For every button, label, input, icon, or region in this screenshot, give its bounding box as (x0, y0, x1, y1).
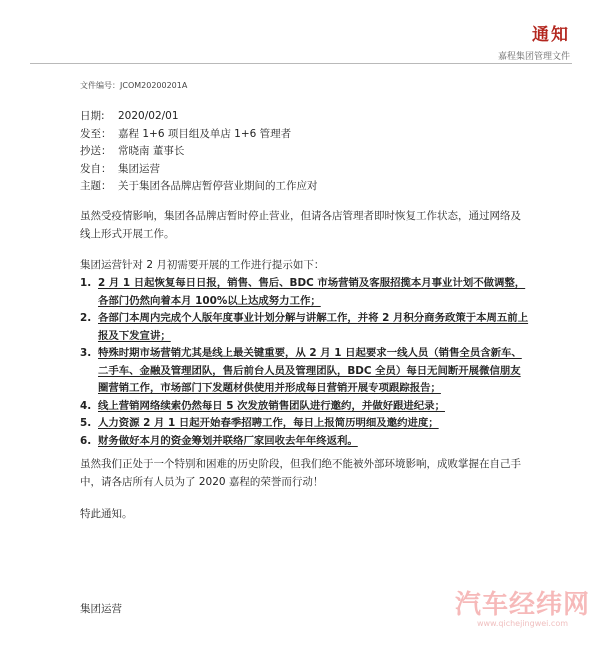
document-subtitle: 嘉程集团管理文件 (497, 52, 570, 62)
list-item (80, 415, 530, 433)
watermark-text: 汽车经纬网 (454, 590, 590, 620)
list-item (80, 433, 530, 451)
item-text: 2 月 1 日起恢复每日日报，销售、售后、BDC 市场营销及客服招揽本月事业计划不做调整，各部门仍然向着本月 100%以上达成努力工作； (98, 277, 526, 307)
item-text: 特殊时期市场营销尤其是线上最关键重要，从 2 月 1 日起要求一线人员（销售全员含新车、二手车、金融及管理团队，售后前台人员及管理团队，BDC 全员）每日无间断开展微信朋友圈营销工作，市场部门下发题材供使用并形成每日营销开展专项跟踪报告； (98, 347, 522, 394)
meta-block (80, 108, 318, 196)
meta-label: 抄送： (80, 145, 112, 157)
meta-value: 嘉程 1+6 项目组及单店 1+6 管理者 (118, 127, 292, 140)
item-text: 各部门本周内完成个人版年度事业计划分解与讲解工作，并将 2 月积分商务政策于本周五前上报及下发宣讲； (98, 312, 529, 342)
item-number: 2. (80, 312, 92, 324)
item-number: 4. (80, 399, 92, 412)
item-number: 1. (80, 277, 92, 289)
item-text: 线上营销网络续索仍然每日 5 次发放销售团队进行邀约，并做好跟进纪录； (98, 399, 445, 412)
meta-label: 日期: (80, 110, 105, 122)
document-title: 通知 (532, 25, 570, 45)
meta-label: 发自： (80, 162, 112, 175)
list-item (80, 398, 530, 416)
meta-to (80, 126, 318, 144)
notice-line: 特此通知。 (80, 508, 133, 520)
watermark-logo (455, 584, 590, 628)
list-item (80, 310, 530, 345)
list-item (80, 275, 530, 310)
meta-label: 发至： (80, 127, 112, 140)
meta-value: 2020/02/01 (118, 110, 179, 122)
meta-value: 集团运营 (118, 162, 160, 175)
signature: 集团运营 (80, 603, 122, 615)
meta-subject (80, 178, 318, 196)
meta-value: 关于集团各品牌店暂停营业期间的工作应对 (118, 180, 318, 192)
meta-date (80, 108, 318, 126)
watermark-url: www.qichejingwei.com (476, 619, 569, 628)
meta-cc (80, 143, 318, 161)
item-number: 3. (80, 347, 92, 359)
item-number: 6. (80, 434, 92, 447)
closing-paragraph: 虽然我们正处于一个特别和困难的历史阶段，但我们绝不能被外部环境影响，成败掌握在自己手中，请各店所有人员为了 2020 嘉程的荣誉而行动！ (80, 458, 521, 488)
item-number: 5. (80, 417, 92, 429)
meta-label: 主题： (80, 180, 112, 192)
document-number: 文件编号：JCOM20200201A (80, 81, 188, 90)
intro-paragraph: 虽然受疫情影响，集团各品牌店暂时停止营业，但请各店管理者即时恢复工作状态，通过网络及线上形式开展工作。 (80, 210, 521, 240)
header-divider (30, 63, 572, 64)
list-item (80, 345, 530, 398)
task-list (80, 275, 530, 450)
list-intro: 集团运营针对 2 月初需要开展的工作进行提示如下： (80, 259, 325, 271)
item-text: 财务做好本月的资金筹划并联络厂家回收去年年终返利。 (98, 434, 358, 447)
meta-value: 常晓南 董事长 (118, 145, 185, 157)
item-text: 人力资源 2 月 1 日起开始春季招聘工作，每日上报简历明细及邀约进度； (98, 417, 439, 429)
meta-from (80, 161, 318, 179)
